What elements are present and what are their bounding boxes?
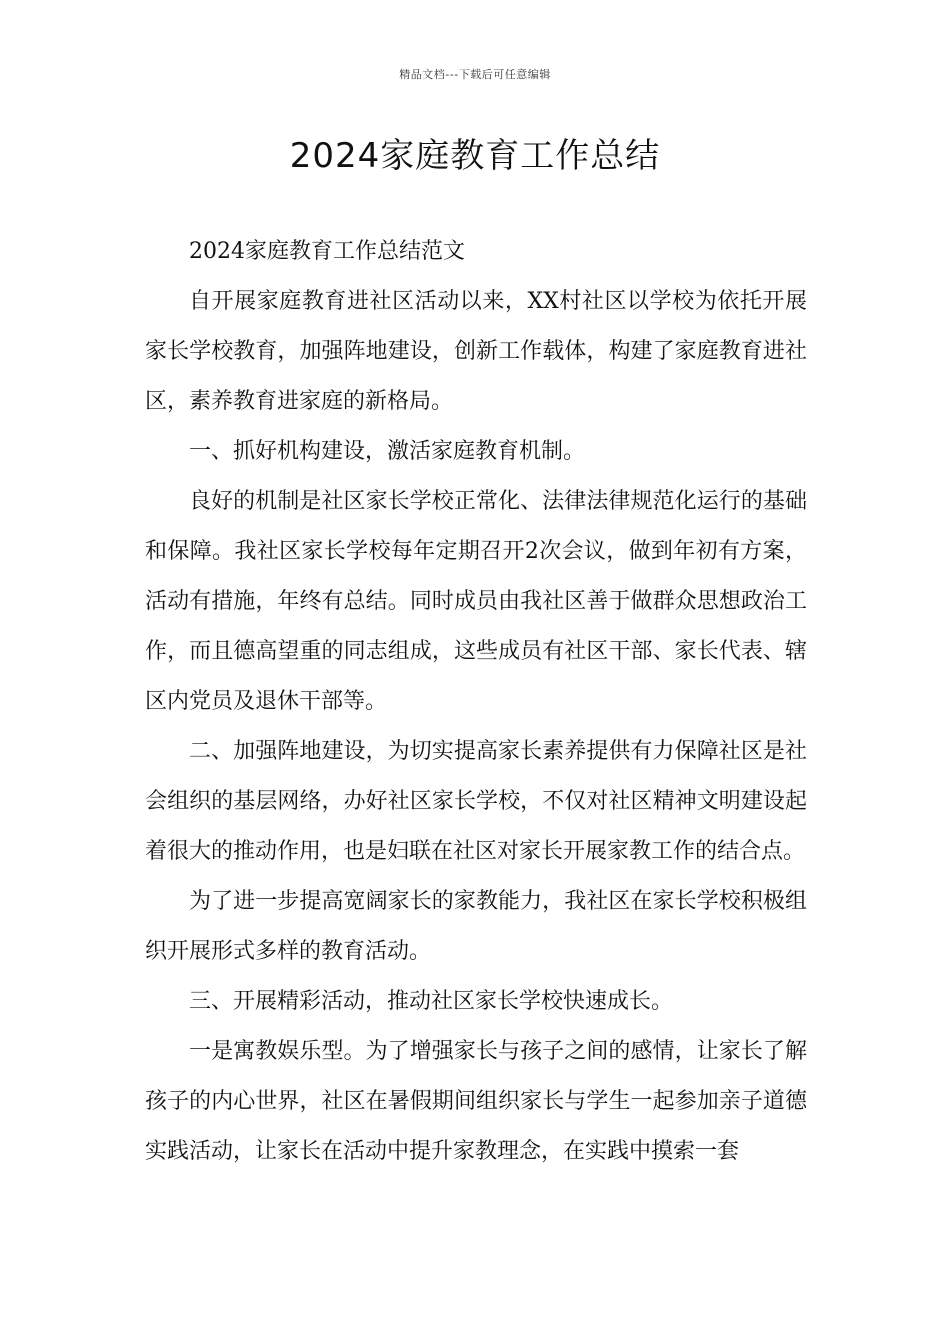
document-body bbox=[145, 227, 807, 1177]
paragraph-entertainment: 一是寓教娱乐型。为了增强家长与孩子之间的感情，让家长了解孩子的内心世界，社区在暑假期间组织家长与学生一起参加亲子道德实践活动，让家长在活动中提升家教理念，在实践中摸索一套 bbox=[145, 1039, 807, 1164]
section-heading-1: 一、抓好机构建设，激活家庭教育机制。 bbox=[189, 439, 586, 464]
paragraph-activities: 为了进一步提高宽阔家长的家教能力，我社区在家长学校积极组织开展形式多样的教育活动。 bbox=[145, 889, 807, 964]
paragraph-subtitle: 2024家庭教育工作总结范文 bbox=[189, 239, 465, 264]
section-heading-3: 三、开展精彩活动，推动社区家长学校快速成长。 bbox=[189, 989, 674, 1014]
section-heading-2: 二、加强阵地建设，为切实提高家长素养提供有力保障社区是社会组织的基层网络，办好社区家长学校，不仅对社区精神文明建设起着很大的推动作用，也是妇联在社区对家长开展家教工作的结合点。 bbox=[145, 739, 807, 864]
header-note: 精品文档---下载后可任意编辑 bbox=[399, 68, 551, 81]
paragraph-mechanism: 良好的机制是社区家长学校正常化、法律法律规范化运行的基础和保障。我社区家长学校每年定期召开2次会议，做到年初有方案，活动有措施，年终有总结。同时成员由我社区善于做群众思想政治工作，而且德高望重的同志组成，这些成员有社区干部、家长代表、辖区内党员及退休干部等。 bbox=[145, 489, 807, 714]
document-title: 2024家庭教育工作总结 bbox=[289, 136, 661, 176]
paragraph-intro: 自开展家庭教育进社区活动以来，XX村社区以学校为依托开展家长学校教育，加强阵地建设，创新工作载体，构建了家庭教育进社区，素养教育进家庭的新格局。 bbox=[145, 289, 807, 414]
